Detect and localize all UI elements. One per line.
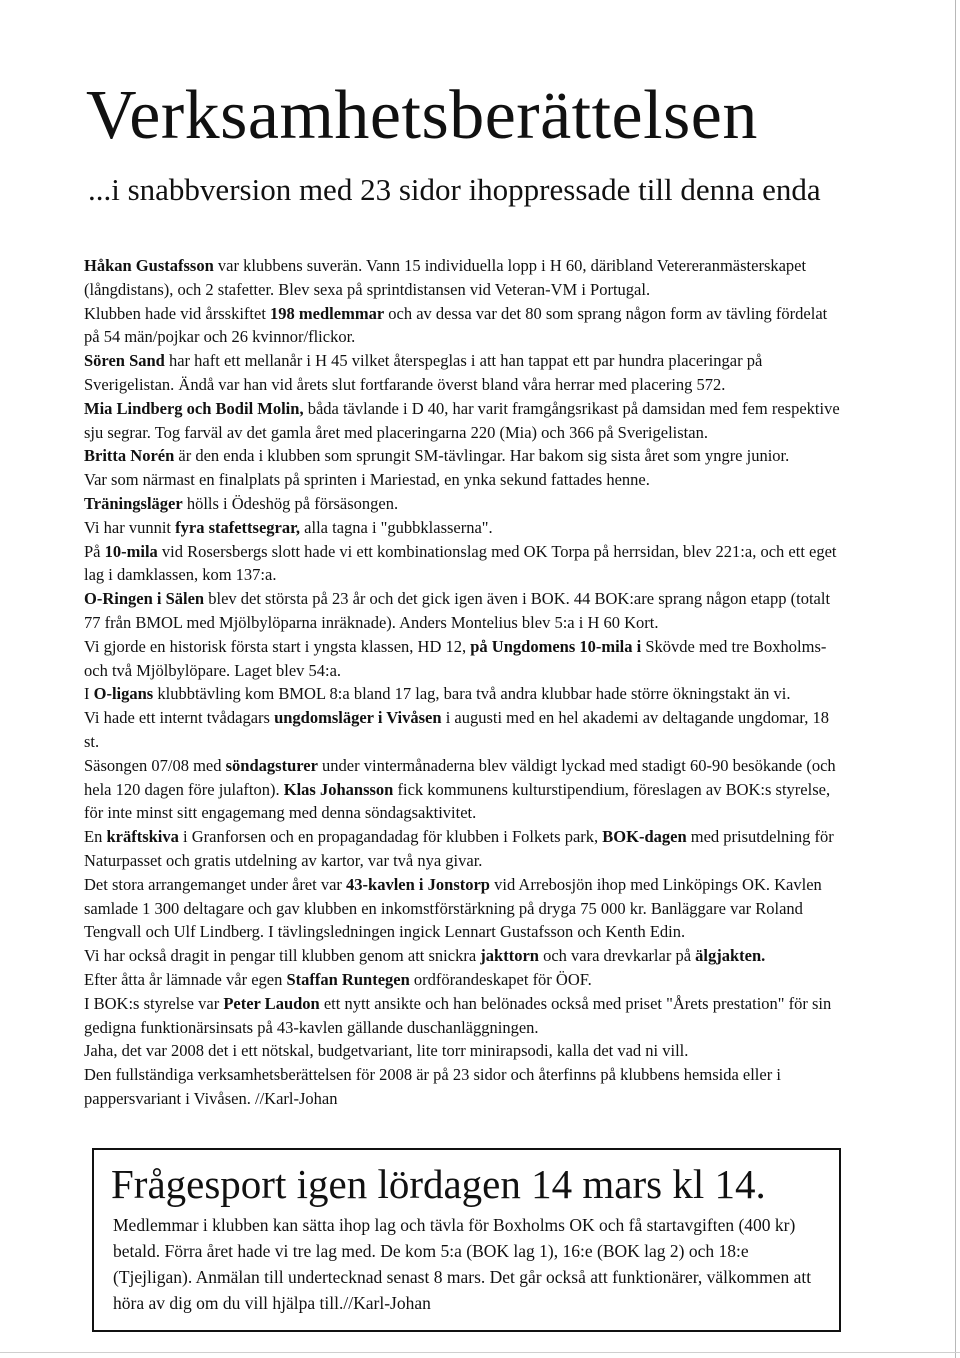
highlight: ungdomsläger i Vivåsen bbox=[274, 708, 442, 728]
paragraph-text: vid Arrebosjön ihop med Linköpings OK. Kavlen samlade 1 300 deltagare och gav klubben en inkomstförstärkning på dryga 75 000 kr. Banläggare var Roland Tengvall och Ulf Lindberg. I tävlingsledningen ingick Lennart Gustafsson och Kenth Edin. bbox=[84, 874, 822, 942]
report-body bbox=[84, 254, 844, 1111]
paragraph-relay-wins bbox=[84, 516, 844, 540]
paragraph-text: Den fullständiga verksamhetsberättelsen för 2008 är på 23 sidor och återfinns på klubbens hemsida eller i pappersvariant i Vivåsen. //Karl-Johan bbox=[84, 1065, 781, 1108]
paragraph-text: Jaha, det var 2008 det i ett nötskal, budgetvariant, lite torr minirapsodi, kalla det vad ni vill. bbox=[84, 1041, 689, 1061]
paragraph-lindberg-molin bbox=[84, 397, 844, 445]
quiz-notice-title: Frågesport igen lördagen 14 mars kl 14. bbox=[111, 1161, 766, 1207]
paragraph-laudon bbox=[84, 992, 844, 1040]
paragraph-text: båda tävlande i D 40, har varit framgångsrikast på damsidan med fem respektive sju segrar. Tog farväl av det gamla året med placeringarna 220 (Mia) och 366 på Sverigelistan. bbox=[84, 398, 840, 442]
paragraph-text: och av dessa var det 80 som sprang någon form av tävling fördelat på 54 män/pojkar och 26 kvinnor/flickor. bbox=[84, 303, 828, 347]
paragraph-text: Vi hade ett internt tvådagars bbox=[84, 708, 275, 728]
paragraph-text: och vara drevkarlar på bbox=[538, 946, 696, 966]
paragraph-text: En bbox=[84, 827, 107, 847]
highlight: kräftskiva bbox=[106, 827, 179, 847]
paragraph-text: Skövde med tre Boxholms- och två Mjölbylöpare. Laget blev 54:a. bbox=[84, 636, 827, 680]
paragraph-text: Klubben hade vid årsskiftet bbox=[84, 303, 271, 323]
highlight: Mia Lindberg och Bodil Molin, bbox=[84, 398, 304, 418]
highlight: jakttorn bbox=[480, 946, 539, 966]
page-subtitle: ...i snabbversion med 23 sidor ihoppressade till denna enda bbox=[88, 172, 821, 207]
paragraph-runtegen bbox=[84, 968, 844, 992]
highlight: Sören Sand bbox=[84, 351, 165, 371]
paragraph-full-report bbox=[84, 1063, 844, 1111]
paragraph-text: alla tagna i "gubbklasserna". bbox=[300, 517, 493, 537]
paragraph-text: klubbtävling kom BMOL 8:a bland 17 lag, bara två andra klubbar hade större ökningstakt än vi. bbox=[153, 684, 791, 704]
paragraph-training-camp bbox=[84, 492, 844, 516]
paragraph-text: är den enda i klubben som sprungit SM-tävlingar. Har bakom sig sista året som yngre junior. bbox=[174, 446, 790, 466]
paragraph-sprint bbox=[84, 468, 844, 492]
paragraph-text: i augusti med en hel akademi av deltagande ungdomar, 18 st. bbox=[84, 708, 829, 751]
highlight: Klas Johansson bbox=[283, 779, 394, 799]
paragraph-summary bbox=[84, 1039, 844, 1063]
highlight: O-Ringen i Sälen bbox=[84, 589, 205, 609]
paragraph-crayfish-party bbox=[84, 825, 844, 873]
paragraph-text: I BOK:s styrelse var bbox=[84, 993, 224, 1013]
paragraph-text: ordförandeskapet för ÖOF. bbox=[409, 969, 592, 989]
highlight: O-ligans bbox=[93, 684, 154, 704]
quiz-notice-box bbox=[92, 1148, 841, 1332]
highlight: söndagsturer bbox=[225, 755, 318, 775]
highlight: Håkan Gustafsson bbox=[84, 256, 214, 275]
paragraph-text: var klubbens suverän. Vann 15 individuella lopp i H 60, däribland Vetereranmästerskapet (långdistans), och 2 stafetter. Blev sexa på sprintdistansen vid Veteran-VM i Portugal. bbox=[84, 256, 807, 299]
paragraph-text: I bbox=[84, 684, 94, 704]
highlight: 10-mila bbox=[104, 541, 158, 561]
paragraph-text: På bbox=[84, 541, 105, 561]
paragraph-sunday-tours bbox=[84, 754, 844, 825]
paragraph-gustafsson bbox=[84, 254, 844, 302]
paragraph-text: Efter åtta år lämnade vår egen bbox=[84, 969, 287, 989]
paragraph-text: Vi har också dragit in pengar till klubben genom att snickra bbox=[84, 946, 481, 966]
paragraph-text: har haft ett mellanår i H 45 vilket återspeglas i att han tappat ett par hundra placeringar på Sverigelistan. Ändå var han vid årets slut fortfarande överst bland våra herrar med placering 572. bbox=[84, 351, 763, 394]
paragraph-sand bbox=[84, 349, 844, 397]
highlight: fyra stafettsegrar, bbox=[175, 517, 301, 537]
highlight: Britta Norén bbox=[84, 446, 175, 466]
paragraph-fundraising bbox=[84, 944, 844, 968]
paragraph-ungdomens-10-mila bbox=[84, 635, 844, 683]
paragraph-text: med prisutdelning för Naturpasset och gratis utdelning av kartor, var två nya givar. bbox=[84, 827, 834, 870]
paragraph-text: Det stora arrangemanget under året var bbox=[84, 874, 347, 894]
paragraph-o-ringen bbox=[84, 587, 844, 635]
paragraph-text: blev det största på 23 år och det gick igen även i BOK. 44 BOK:are sprang någon etapp (totalt 77 från BMOL med Mjölbylöparna inräknade). Anders Montelius blev 5:a i H 60 Kort. bbox=[84, 589, 831, 632]
scan-bottom-line bbox=[0, 1352, 960, 1353]
paragraph-10-mila bbox=[84, 540, 844, 588]
highlight: älgjakten. bbox=[695, 946, 766, 966]
highlight: på Ungdomens 10-mila i bbox=[470, 636, 642, 656]
paragraph-text: under vintermånaderna blev väldigt lyckad med stadigt 60-90 besökande (och hela 120 dagen före julafton). bbox=[84, 755, 836, 799]
paragraph-text: Säsongen 07/08 med bbox=[84, 755, 226, 775]
highlight: BOK-dagen bbox=[602, 827, 687, 847]
paragraph-43-kavlen bbox=[84, 873, 844, 944]
highlight: 198 medlemmar bbox=[270, 303, 385, 323]
highlight: Träningsläger bbox=[84, 493, 183, 513]
paragraph-text: i Granforsen och en propagandadag för klubben i Folkets park, bbox=[178, 827, 603, 847]
paragraph-noren bbox=[84, 444, 844, 468]
paragraph-text: Vi gjorde en historisk första start i yngsta klassen, HD 12, bbox=[84, 636, 471, 656]
quiz-notice-text: Medlemmar i klubben kan sätta ihop lag och tävla för Boxholms OK och få startavgiften (400 kr) betald. Förra året hade vi tre lag med. De kom 5:a (BOK lag 1), 16:e (BOK lag 2) och 18:e (Tjejligan). Anmälan till undertecknad senast 8 mars. Det går också att funktionärer, välkommen att höra av dig om du vill hjälpa till.//Karl-Johan bbox=[113, 1215, 812, 1313]
highlight: 43-kavlen i Jonstorp bbox=[346, 874, 490, 894]
paragraph-text: hölls i Ödeshög på försäsongen. bbox=[182, 493, 399, 513]
scan-edge-line bbox=[955, 0, 956, 1358]
highlight: Peter Laudon bbox=[223, 993, 320, 1013]
paragraph-text: Var som närmast en finalplats på sprinten i Mariestad, en ynka sekund fattades henne. bbox=[84, 470, 650, 490]
paragraph-text: ett nytt ansikte och han belönades också med priset "Årets prestation" för sin gedigna funktionärsinsats på 43-kavlen gällande duschanläggningen. bbox=[84, 993, 832, 1037]
paragraph-o-ligan bbox=[84, 682, 844, 706]
paragraph-members bbox=[84, 302, 844, 350]
page-title: Verksamhetsberättelsen bbox=[86, 77, 758, 154]
paragraph-text: Vi har vunnit bbox=[84, 517, 176, 537]
paragraph-youth-camp bbox=[84, 706, 844, 754]
highlight: Staffan Runtegen bbox=[286, 969, 410, 989]
paragraph-text: vid Rosersbergs slott hade vi ett kombinationslag med OK Torpa på herrsidan, blev 221:a, och ett eget lag i damklassen, kom 137:a. bbox=[84, 541, 837, 585]
paragraph-text: fick kommunens kulturstipendium, föreslagen av BOK:s styrelse, för inte minst sitt engagemang med denna söndagsaktivitet. bbox=[84, 779, 831, 823]
